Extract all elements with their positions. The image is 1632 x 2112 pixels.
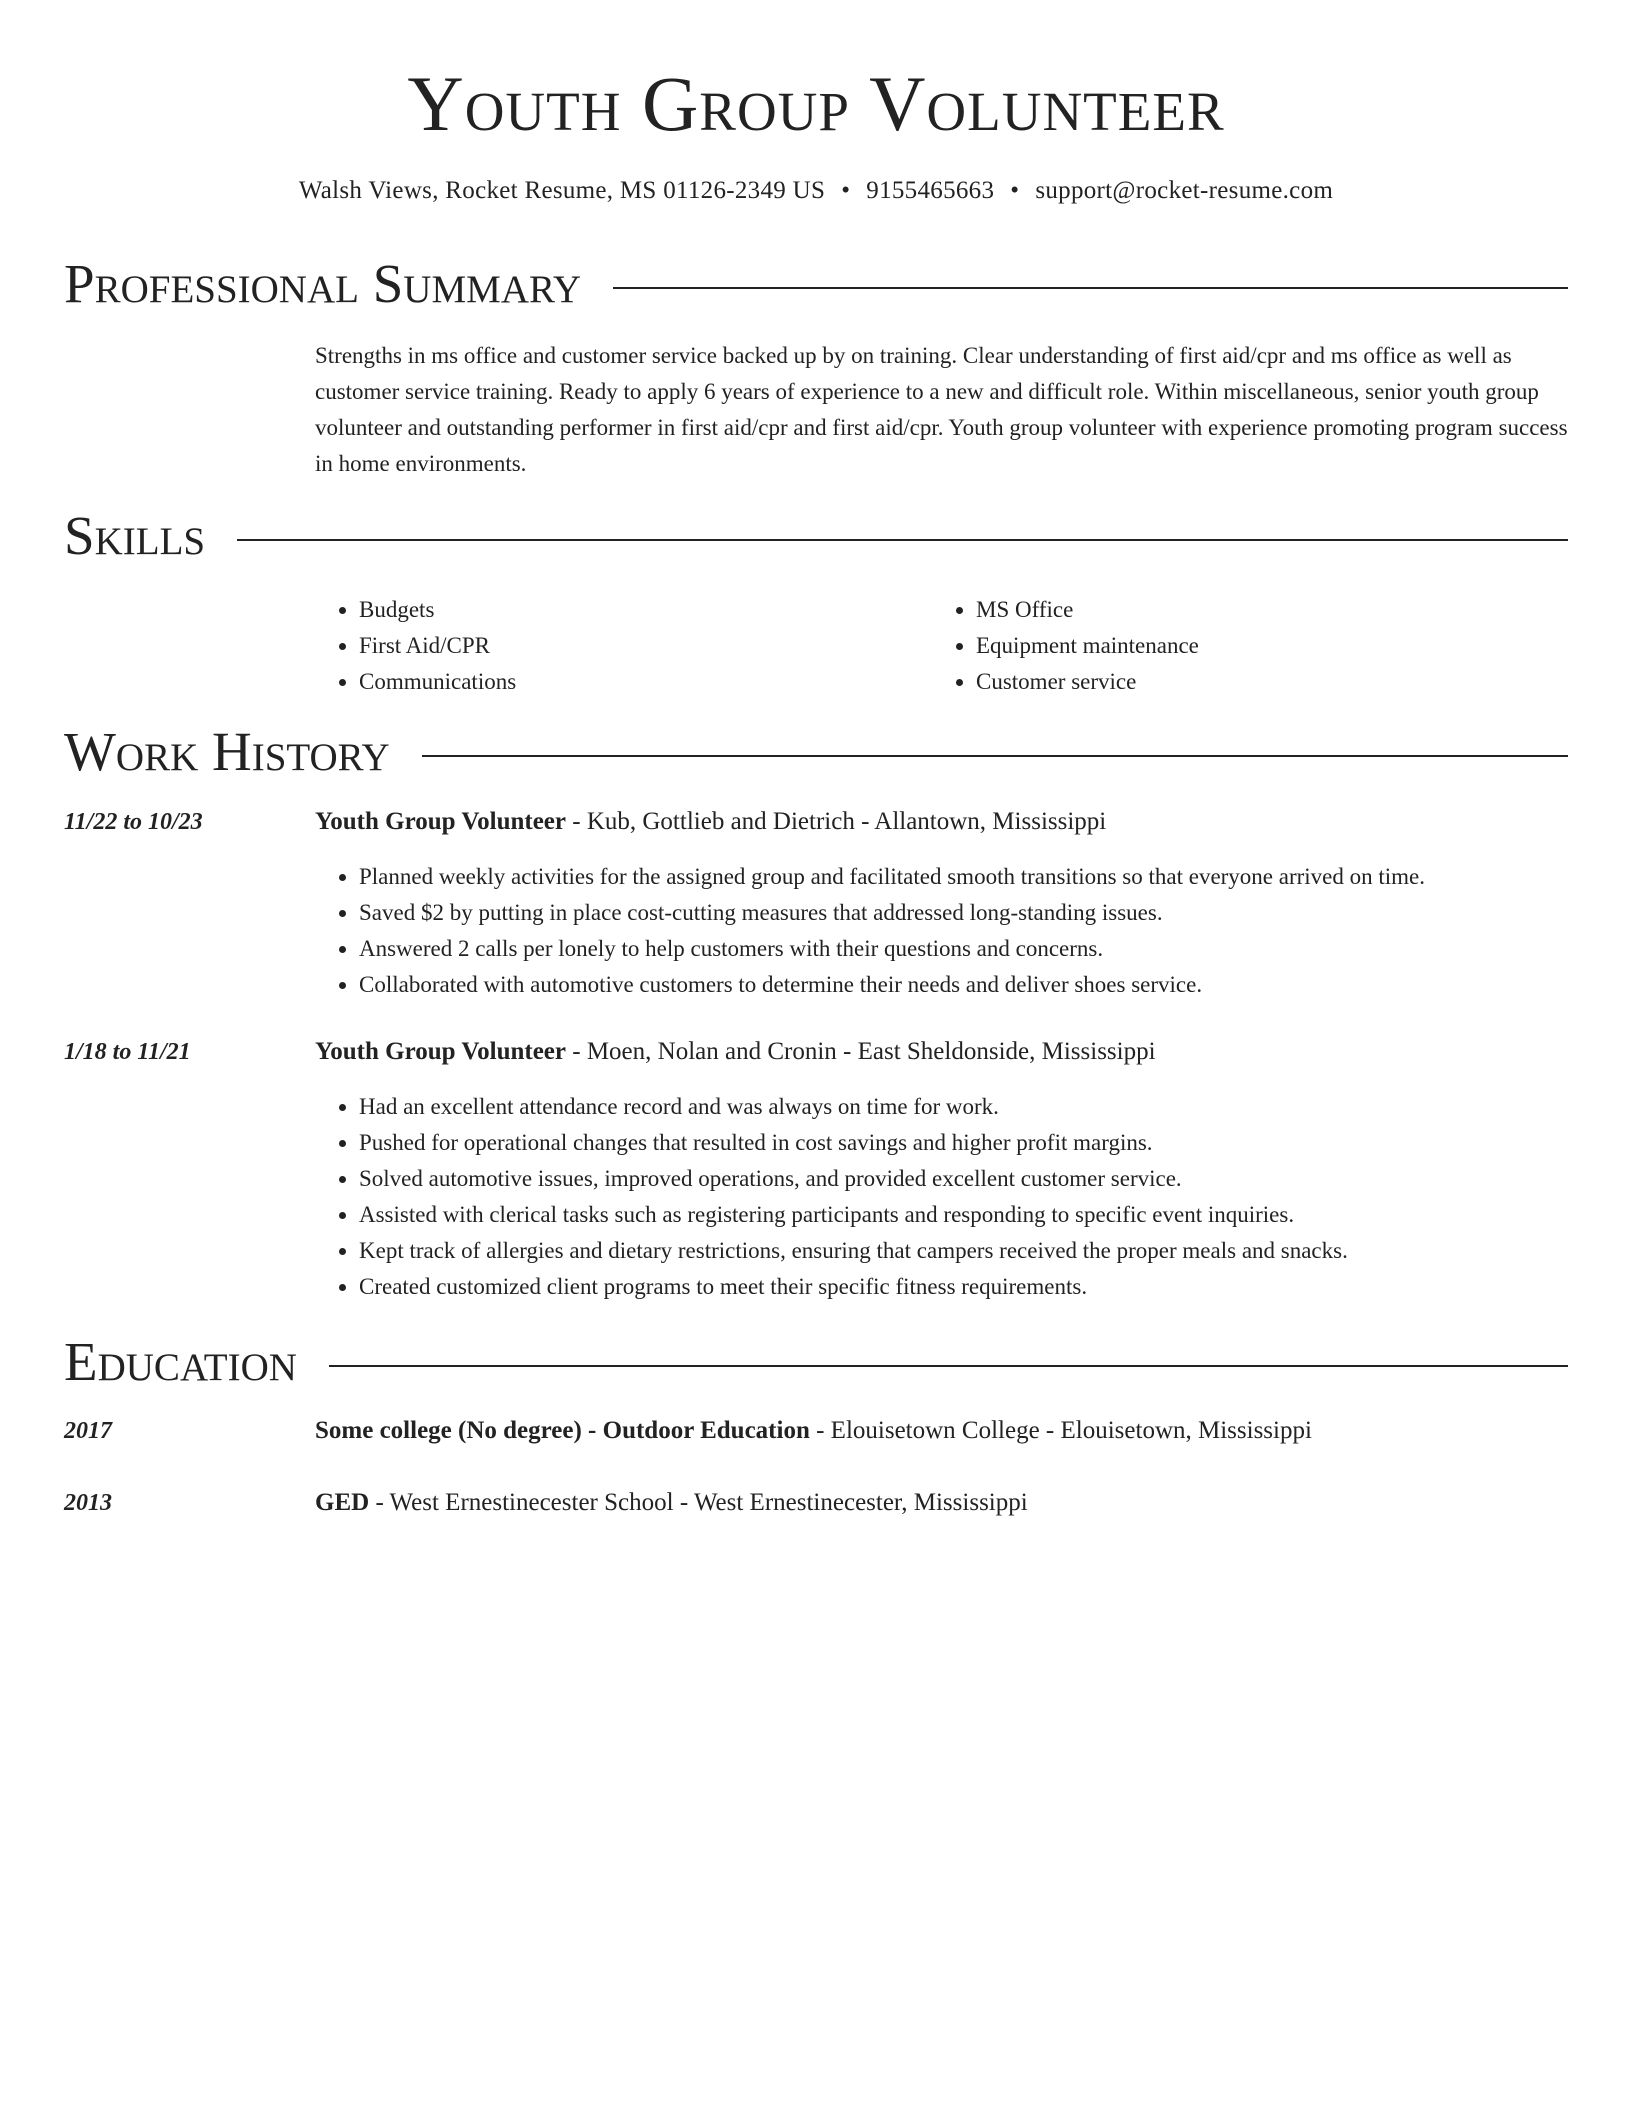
contact-separator: •	[1010, 177, 1020, 204]
job-employer: - Kub, Gottlieb and Dietrich - Allantown, Mississippi	[566, 808, 1107, 835]
job-bullet: • Assisted with clerical tasks such as registering participants and responding to specific event inquiries.	[359, 1197, 1568, 1233]
summary-section-header	[64, 252, 1568, 316]
contact-phone: 9155465663	[866, 177, 995, 204]
job-title: Youth Group Volunteer	[315, 808, 566, 835]
skill-item: • Communications	[359, 664, 932, 700]
resume-name: Youth Group Volunteer	[407, 60, 1225, 147]
education-year: 2013	[64, 1490, 112, 1516]
education-degree: Some college (No degree) - Outdoor Education	[315, 1417, 810, 1444]
education-year: 2017	[64, 1418, 112, 1444]
job-bullet: • Kept track of allergies and dietary restrictions, ensuring that campers received the proper meals and snacks.	[359, 1233, 1568, 1269]
skill-item: • First Aid/CPR	[359, 628, 932, 664]
summary-heading: Professional Summary	[64, 253, 582, 314]
contact-address: Walsh Views, Rocket Resume, MS 01126-2349 US	[298, 177, 826, 204]
job-bullet: • Collaborated with automotive customers to determine their needs and deliver shoes service.	[359, 967, 1568, 1003]
skill-item: • Budgets	[359, 592, 932, 628]
skills-list	[315, 592, 1568, 700]
education-school: - Elouisetown College - Elouisetown, Mississippi	[809, 1417, 1312, 1444]
summary-text: Strengths in ms office and customer service backed up by on training. Clear understanding of first aid/cpr and ms office as well as customer service training. Ready to apply 6 years of experience to a new and difficult role. Within miscellaneous, senior youth group volunteer and outstanding performer in first aid/cpr and first aid/cpr. Youth group volunteer with experience promoting program success in home environments.	[315, 343, 1568, 476]
job-bullets	[315, 1089, 1568, 1305]
job-entry	[315, 805, 1568, 1003]
contact-line	[64, 174, 1568, 208]
job-bullet: • Answered 2 calls per lonely to help customers with their questions and concerns.	[359, 931, 1568, 967]
section-divider	[329, 1365, 1568, 1367]
education-school: - West Ernestinecester School - West Ernestinecester, Mississippi	[369, 1489, 1028, 1516]
work-heading: Work History	[64, 721, 390, 782]
job-title-line	[315, 1035, 1568, 1069]
job-bullet: • Planned weekly activities for the assigned group and facilitated smooth transitions so that everyone arrived on time.	[359, 859, 1568, 895]
job-dates: 11/22 to 10/23	[64, 809, 203, 835]
education-entry	[315, 1414, 1312, 1448]
section-divider	[237, 539, 1568, 541]
skill-item: • MS Office	[976, 592, 1549, 628]
job-entry	[315, 1035, 1568, 1305]
skills-column-right	[932, 592, 1549, 700]
skills-column-left	[315, 592, 932, 700]
skills-heading: Skills	[64, 505, 206, 566]
job-dates: 1/18 to 11/21	[64, 1039, 191, 1065]
education-heading: Education	[64, 1331, 297, 1392]
job-bullet: • Pushed for operational changes that resulted in cost savings and higher profit margins.	[359, 1125, 1568, 1161]
job-title: Youth Group Volunteer	[315, 1038, 566, 1065]
section-divider	[613, 287, 1568, 289]
skill-item: • Customer service	[976, 664, 1549, 700]
job-bullet: • Saved $2 by putting in place cost-cutting measures that addressed long-standing issues.	[359, 895, 1568, 931]
job-title-line	[315, 805, 1568, 839]
skills-section-header	[64, 504, 1568, 568]
work-section-header	[64, 720, 1568, 784]
job-bullet: • Had an excellent attendance record and was always on time for work.	[359, 1089, 1568, 1125]
job-employer: - Moen, Nolan and Cronin - East Sheldonside, Mississippi	[566, 1038, 1156, 1065]
job-bullet: • Solved automotive issues, improved operations, and provided excellent customer service.	[359, 1161, 1568, 1197]
contact-separator: •	[841, 177, 851, 204]
education-degree: GED	[315, 1489, 370, 1516]
contact-email: support@rocket-resume.com	[1035, 177, 1334, 204]
section-divider	[422, 755, 1568, 757]
job-bullets	[315, 859, 1568, 1003]
job-bullet: • Created customized client programs to meet their specific fitness requirements.	[359, 1269, 1568, 1305]
education-entry	[315, 1486, 1028, 1520]
skill-item: • Equipment maintenance	[976, 628, 1549, 664]
education-section-header	[64, 1330, 1568, 1394]
